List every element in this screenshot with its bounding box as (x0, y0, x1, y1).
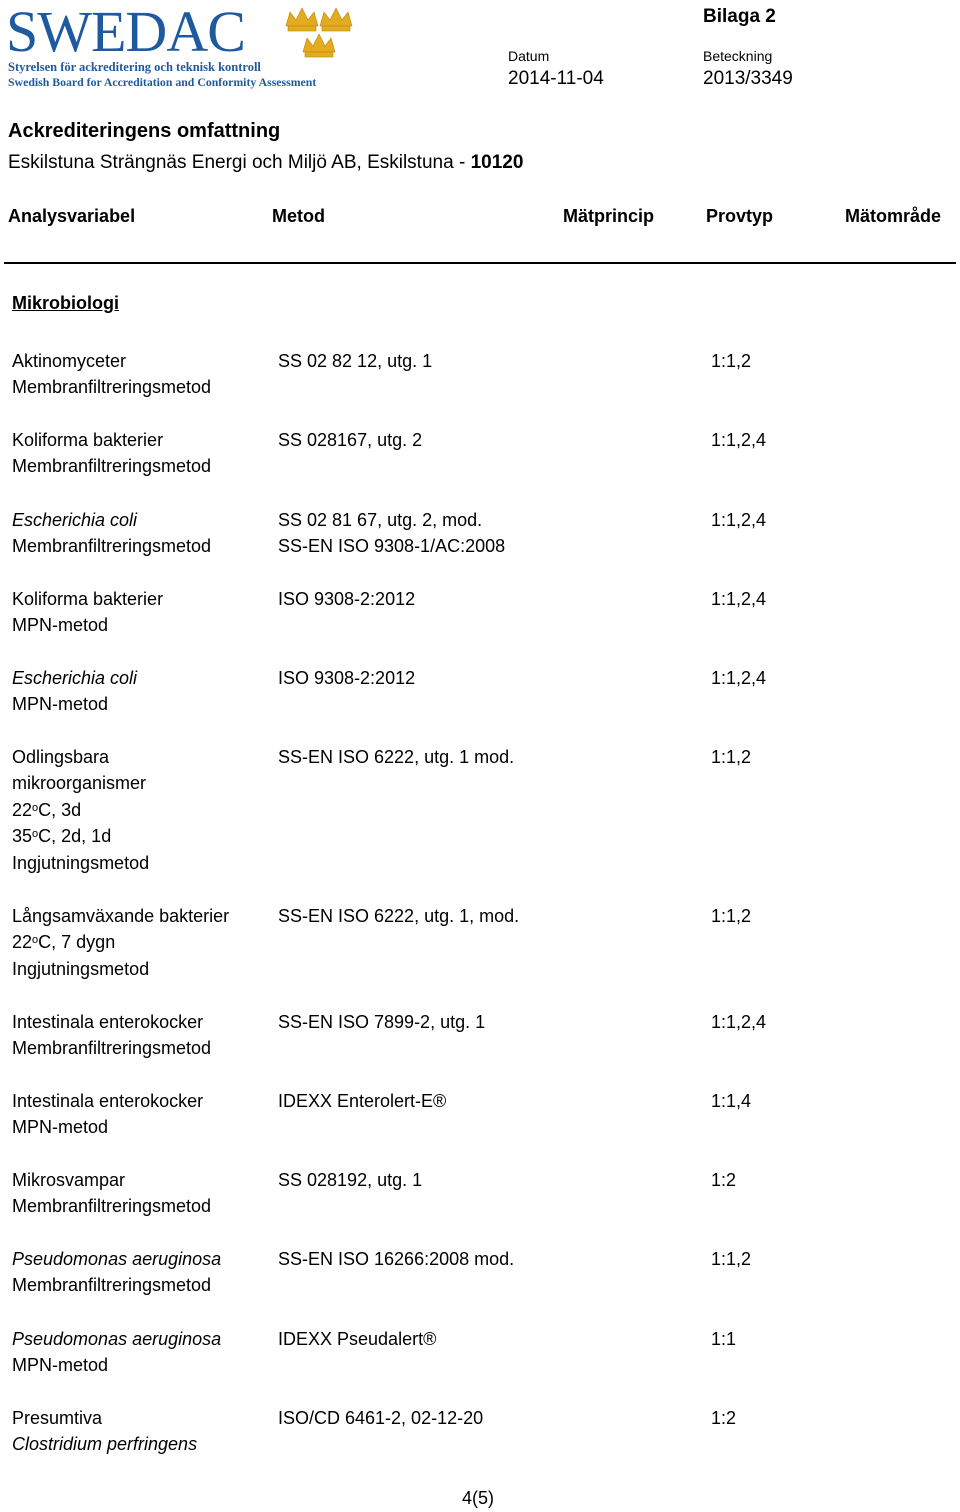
metod-cell (278, 427, 422, 453)
variable-line: Escherichia coli (12, 510, 138, 530)
organization-line (8, 152, 523, 174)
variable-line: mikroorganismer (12, 773, 147, 794)
metod-cell (278, 1009, 485, 1035)
variable-line: Membranfiltreringsmetod (12, 377, 212, 398)
metod-cell (278, 1405, 483, 1431)
variable-line: Intestinala enterokocker (12, 1091, 204, 1111)
method-line: ISO/CD 6461-2, 02-12-20 (278, 1408, 484, 1428)
temperature-value: 35 (12, 826, 33, 847)
provtyp-cell: 1:1,2,4 (711, 668, 767, 688)
metod-cell (278, 586, 415, 612)
provtyp-cell: 1:1,4 (711, 1091, 752, 1111)
variable-line: MPN-metod (12, 694, 109, 715)
degree-mark: o (32, 828, 39, 841)
temperature-detail: C, 3d (38, 799, 82, 820)
method-line: SS-EN ISO 7899-2, utg. 1 (278, 1012, 486, 1032)
analysvariabel-cell (12, 1326, 221, 1379)
variable-line: Koliforma bakterier (12, 589, 164, 609)
provtyp-cell: 1:1,2,4 (711, 589, 767, 609)
variable-line (12, 797, 149, 823)
logo-subtitle-en: Swedish Board for Accreditation and Conformity Assessment (8, 75, 317, 89)
method-line: IDEXX Pseudalert® (278, 1329, 437, 1349)
variable-line: Membranfiltreringsmetod (12, 1275, 212, 1296)
metod-cell (278, 1167, 422, 1193)
analysvariabel-cell (12, 665, 137, 718)
variable-line: Långsamväxande bakterier (12, 906, 230, 926)
variable-line: Pseudomonas aeruginosa (12, 1329, 222, 1349)
provtyp-cell: 1:1 (711, 1329, 737, 1349)
section-heading: Mikrobiologi (12, 293, 119, 313)
analysvariabel-cell (12, 348, 211, 401)
header-divider (4, 262, 956, 264)
provtyp-cell: 1:1,2,4 (711, 510, 767, 530)
analysvariabel-cell (12, 1405, 197, 1458)
variable-line: Membranfiltreringsmetod (12, 536, 212, 557)
provtyp-cell: 1:2 (711, 1170, 737, 1190)
variable-line: Pseudomonas aeruginosa (12, 1249, 222, 1269)
variable-line: Aktinomyceter (12, 351, 127, 371)
beteckning-value: 2013/3349 (703, 68, 793, 89)
provtyp-cell: 1:1,2 (711, 351, 752, 371)
analysvariabel-cell (12, 586, 163, 639)
degree-mark: o (32, 801, 39, 814)
analysvariabel-cell (12, 1246, 221, 1299)
column-header-provtyp: Provtyp (706, 206, 774, 226)
method-line: SS 02 82 12, utg. 1 (278, 351, 433, 371)
column-header-matprincip: Mätprincip (563, 206, 655, 226)
datum-label: Datum (508, 48, 550, 64)
bilaga-label: Bilaga 2 (703, 6, 776, 27)
provtyp-cell: 1:1,2,4 (711, 430, 767, 450)
method-line: SS-EN ISO 6222, utg. 1 mod. (278, 747, 515, 767)
variable-line: Membranfiltreringsmetod (12, 1038, 212, 1059)
variable-line: Intestinala enterokocker (12, 1012, 204, 1032)
page-title: Ackrediteringens omfattning (8, 120, 281, 142)
variable-line: Membranfiltreringsmetod (12, 456, 212, 477)
beteckning-label: Beteckning (703, 48, 773, 64)
column-header-analysvariabel: Analysvariabel (8, 206, 136, 226)
method-line: SS-EN ISO 9308-1/AC:2008 (278, 536, 506, 557)
analysvariabel-cell (12, 1167, 211, 1220)
method-line: SS-EN ISO 6222, utg. 1, mod. (278, 906, 520, 926)
method-line: ISO 9308-2:2012 (278, 668, 416, 688)
metod-cell (278, 1246, 514, 1272)
variable-line: Koliforma bakterier (12, 430, 164, 450)
variable-line: MPN-metod (12, 1355, 109, 1376)
variable-line: Mikrosvampar (12, 1170, 126, 1190)
temperature-detail: C, 7 dygn (38, 932, 116, 953)
datum-value: 2014-11-04 (508, 68, 604, 89)
organization-number: 10120 (470, 152, 524, 173)
variable-line: Presumtiva (12, 1408, 103, 1428)
degree-mark: o (32, 934, 39, 947)
analysvariabel-cell (12, 1088, 203, 1141)
variable-line (12, 823, 149, 849)
method-line: ISO 9308-2:2012 (278, 589, 416, 609)
variable-line: Escherichia coli (12, 668, 138, 688)
provtyp-cell: 1:1,2 (711, 906, 752, 926)
metod-cell (278, 1088, 446, 1114)
analysvariabel-cell (12, 507, 211, 560)
method-line: SS-EN ISO 16266:2008 mod. (278, 1249, 515, 1269)
column-header-matomrade: Mätområde (845, 206, 942, 226)
metod-cell (278, 507, 505, 560)
method-line: SS 028167, utg. 2 (278, 430, 423, 450)
metod-cell (278, 348, 432, 374)
page-number: 4(5) (462, 1488, 495, 1508)
metod-cell (278, 665, 415, 691)
three-crowns-icon (282, 4, 354, 60)
provtyp-cell: 1:2 (711, 1408, 737, 1428)
provtyp-cell: 1:1,2,4 (711, 1012, 767, 1032)
variable-line: Membranfiltreringsmetod (12, 1196, 212, 1217)
provtyp-cell: 1:1,2 (711, 1249, 752, 1269)
variable-line: Odlingsbara (12, 747, 110, 767)
metod-cell (278, 903, 519, 929)
variable-line: Ingjutningsmetod (12, 852, 150, 873)
analysvariabel-cell (12, 744, 149, 876)
method-line: SS 02 81 67, utg. 2, mod. (278, 510, 483, 530)
metod-cell (278, 1326, 436, 1352)
logo-subtitle-sv: Styrelsen för ackreditering och teknisk kontroll (8, 60, 261, 74)
organization-name: Eskilstuna Strängnäs Energi och Miljö AB, Eskilstuna - (8, 152, 471, 173)
swedac-logo-text: SWEDAC (6, 0, 245, 64)
variable-line: MPN-metod (12, 1117, 109, 1138)
temperature-value: 22 (12, 799, 33, 820)
provtyp-cell: 1:1,2 (711, 747, 752, 767)
analysvariabel-cell (12, 903, 229, 982)
variable-line: MPN-metod (12, 615, 109, 636)
variable-line: Clostridium perfringens (12, 1434, 198, 1455)
analysvariabel-cell (12, 427, 211, 480)
metod-cell (278, 744, 514, 770)
column-header-metod: Metod (272, 206, 325, 226)
variable-line: Ingjutningsmetod (12, 958, 150, 979)
variable-line (12, 929, 229, 955)
temperature-detail: C, 2d, 1d (38, 826, 112, 847)
temperature-value: 22 (12, 932, 33, 953)
method-line: SS 028192, utg. 1 (278, 1170, 423, 1190)
analysvariabel-cell (12, 1009, 211, 1062)
method-line: IDEXX Enterolert-E® (278, 1091, 447, 1111)
